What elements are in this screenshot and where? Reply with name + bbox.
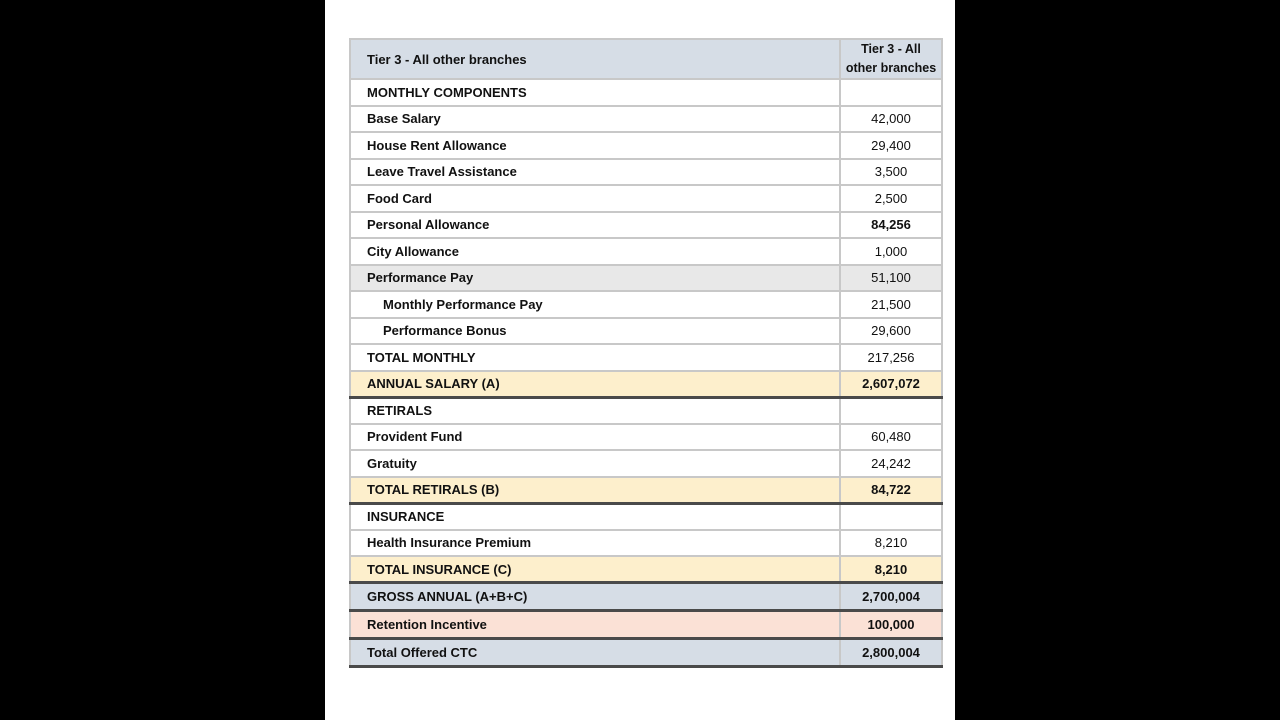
row-value: 42,000 <box>840 106 942 133</box>
table-row <box>350 106 942 133</box>
row-value: 2,607,072 <box>840 371 942 398</box>
table-row <box>350 530 942 557</box>
row-value: 2,500 <box>840 185 942 212</box>
row-label: Health Insurance Premium <box>350 530 840 557</box>
row-label: ANNUAL SALARY (A) <box>350 371 840 398</box>
row-label: GROSS ANNUAL (A+B+C) <box>350 583 840 611</box>
row-label: Leave Travel Assistance <box>350 159 840 186</box>
row-value: 2,800,004 <box>840 639 942 667</box>
row-value: 21,500 <box>840 291 942 318</box>
row-value: 51,100 <box>840 265 942 292</box>
table-row <box>350 424 942 451</box>
row-value <box>840 503 942 530</box>
table-row <box>350 238 942 265</box>
table-header-row <box>350 39 942 79</box>
row-label: City Allowance <box>350 238 840 265</box>
row-label: TOTAL INSURANCE (C) <box>350 556 840 583</box>
row-label: TOTAL MONTHLY <box>350 344 840 371</box>
header-label: Tier 3 - All other branches <box>350 39 840 79</box>
row-value: 100,000 <box>840 611 942 639</box>
header-column-line2: other branches <box>845 61 937 75</box>
row-value: 60,480 <box>840 424 942 451</box>
section-row-insurance <box>350 503 942 530</box>
row-label: Base Salary <box>350 106 840 133</box>
row-value: 8,210 <box>840 530 942 557</box>
gross-annual-row <box>350 583 942 611</box>
header-column-title <box>840 39 942 79</box>
header-column-line1: Tier 3 - All <box>861 42 921 56</box>
row-label: Provident Fund <box>350 424 840 451</box>
row-label: Performance Bonus <box>350 318 840 345</box>
subtotal-row-retirals <box>350 477 942 504</box>
sub-row <box>350 318 942 345</box>
table-row <box>350 185 942 212</box>
table-row <box>350 132 942 159</box>
row-value <box>840 397 942 424</box>
subtotal-row-annual-salary <box>350 371 942 398</box>
row-value: 2,700,004 <box>840 583 942 611</box>
row-value: 8,210 <box>840 556 942 583</box>
table-row <box>350 159 942 186</box>
row-value: 24,242 <box>840 450 942 477</box>
table-row <box>350 450 942 477</box>
subtotal-row-insurance <box>350 556 942 583</box>
row-label: Total Offered CTC <box>350 639 840 667</box>
row-label: RETIRALS <box>350 397 840 424</box>
row-label: MONTHLY COMPONENTS <box>350 79 840 106</box>
document-page <box>325 0 955 720</box>
table-row <box>350 212 942 239</box>
ctc-table <box>349 38 943 668</box>
row-value: 3,500 <box>840 159 942 186</box>
row-label: Gratuity <box>350 450 840 477</box>
section-row-monthly-components <box>350 79 942 106</box>
row-label: TOTAL RETIRALS (B) <box>350 477 840 504</box>
row-value: 29,600 <box>840 318 942 345</box>
retention-incentive-row <box>350 611 942 639</box>
row-label: Performance Pay <box>350 265 840 292</box>
row-label: House Rent Allowance <box>350 132 840 159</box>
row-value: 84,722 <box>840 477 942 504</box>
row-label: Monthly Performance Pay <box>350 291 840 318</box>
total-row <box>350 344 942 371</box>
row-value: 217,256 <box>840 344 942 371</box>
sub-row <box>350 291 942 318</box>
row-value <box>840 79 942 106</box>
row-value: 84,256 <box>840 212 942 239</box>
row-value: 29,400 <box>840 132 942 159</box>
total-offered-ctc-row <box>350 639 942 667</box>
group-row-performance-pay <box>350 265 942 292</box>
row-label: INSURANCE <box>350 503 840 530</box>
row-label: Retention Incentive <box>350 611 840 639</box>
row-label: Personal Allowance <box>350 212 840 239</box>
row-label: Food Card <box>350 185 840 212</box>
section-row-retirals <box>350 397 942 424</box>
row-value: 1,000 <box>840 238 942 265</box>
